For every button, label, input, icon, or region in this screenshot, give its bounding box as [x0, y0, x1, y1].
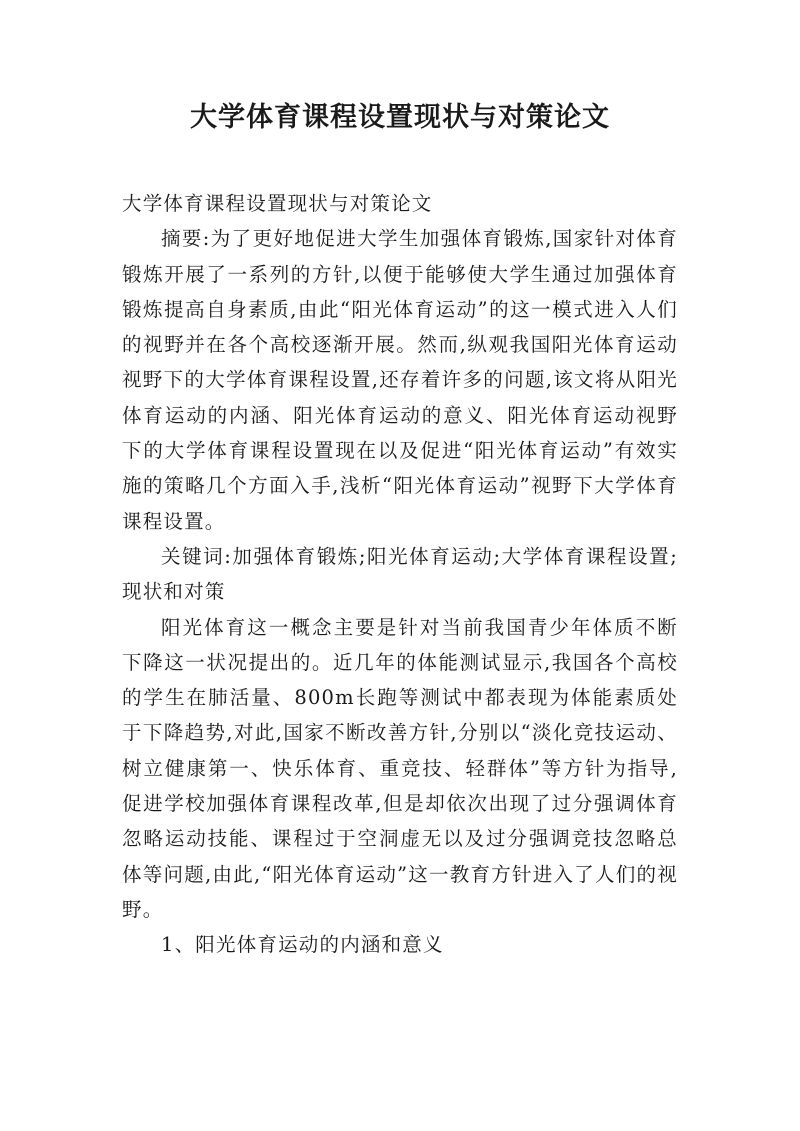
abstract-paragraph: 摘要:为了更好地促进大学生加强体育锻炼,国家针对体育锻炼开展了一系列的方针,以便于能够使大学生通过加强体育锻炼提高自身素质,由此“阳光体育运动”的这一模式进入人们的视野并在各个高校逐渐开展。然而,纵观我国阳光体育运动视野下的大学体育课程设置,还存着许多的问题,该文将从阳光体育运动的内涵、阳光体育运动的意义、阳光体育运动视野下的大学体育课程设置现在以及促进“阳光体育运动”有效实施的策略几个方面入手,浅析“阳光体育运动”视野下大学体育课程设置。 [122, 227, 678, 533]
document-title: 大学体育课程设置现状与对策论文 [190, 102, 610, 133]
section-heading-1: 1、阳光体育运动的内涵和意义 [161, 933, 444, 957]
body-paragraph-1: 阳光体育这一概念主要是针对当前我国青少年体质不断下降这一状况提出的。近几年的体能测试显示,我国各个高校的学生在肺活量、800m长跑等测试中都表现为体能素质处于下降趋势,对此,国家不断改善方针,分别以“淡化竞技运动、树立健康第一、快乐体育、重竞技、轻群体”等方针为指导,促进学校加强体育课程改革,但是却依次出现了过分强调体育忽略运动技能、课程过于空洞虚无以及过分强调竞技忽略总体等问题,由此,“阳光体育运动”这一教育方针进入了人们的视野。 [122, 615, 678, 921]
document-body [122, 186, 678, 963]
document-subtitle: 大学体育课程设置现状与对策论文 [122, 192, 433, 215]
keywords-paragraph: 关键词:加强体育锻炼;阳光体育运动;大学体育课程设置;现状和对策 [122, 544, 678, 604]
